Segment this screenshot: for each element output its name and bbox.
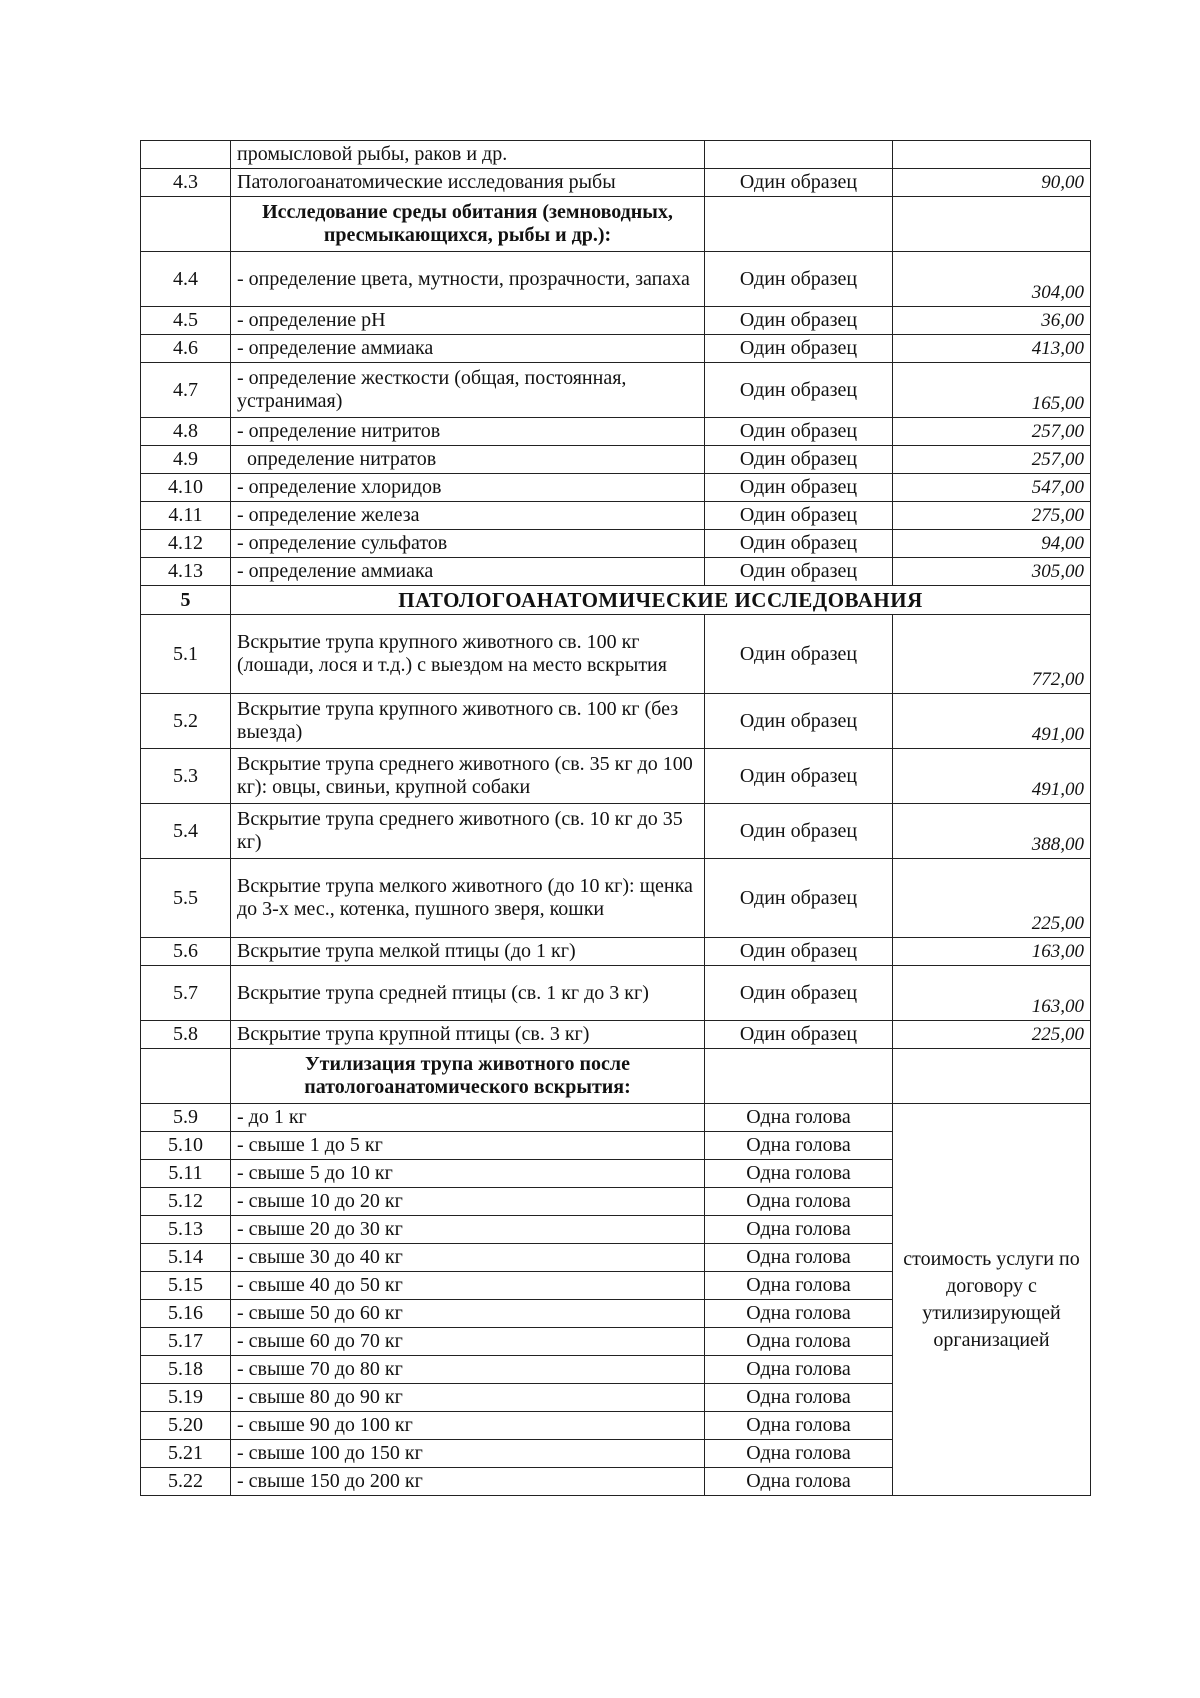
service-name: Вскрытие трупа средней птицы (св. 1 кг до 3 кг): [231, 966, 705, 1021]
table-row: [141, 418, 1091, 446]
service-name: - определение аммиака: [231, 335, 705, 363]
row-number: 5.14: [141, 1244, 231, 1272]
service-name: - свыше 30 до 40 кг: [231, 1244, 705, 1272]
service-name: - определение сульфатов: [231, 530, 705, 558]
price: 413,00: [893, 335, 1091, 363]
empty-cell: [141, 197, 231, 252]
unit: Один образец: [705, 615, 893, 694]
price: 304,00: [893, 252, 1091, 307]
service-name: Вскрытие трупа среднего животного (св. 10 кг до 35 кг): [231, 804, 705, 859]
unit: Один образец: [705, 966, 893, 1021]
row-number: 5.17: [141, 1328, 231, 1356]
table-row: [141, 694, 1091, 749]
table-row: [141, 141, 1091, 169]
service-name: Вскрытие трупа крупного животного св. 100 кг (лошади, лося и т.д.) с выездом на место вскрытия: [231, 615, 705, 694]
unit: Один образец: [705, 1021, 893, 1049]
table-row: [141, 502, 1091, 530]
service-name: Патологоанатомические исследования рыбы: [231, 169, 705, 197]
unit: Один образец: [705, 446, 893, 474]
unit: [705, 141, 893, 169]
table-row: [141, 804, 1091, 859]
unit: Один образец: [705, 694, 893, 749]
price: 547,00: [893, 474, 1091, 502]
utilization-price-note: стоимость услуги по договору с утилизирующей организацией: [893, 1104, 1091, 1496]
unit: Одна голова: [705, 1132, 893, 1160]
unit: Один образец: [705, 252, 893, 307]
service-name: - свыше 1 до 5 кг: [231, 1132, 705, 1160]
table-row: [141, 938, 1091, 966]
table-row: [141, 307, 1091, 335]
unit: Один образец: [705, 335, 893, 363]
row-number: 5.5: [141, 859, 231, 938]
row-number: 4.8: [141, 418, 231, 446]
row-number: [141, 141, 231, 169]
row-number: 5.8: [141, 1021, 231, 1049]
row-number: 5.20: [141, 1412, 231, 1440]
table-row: [141, 169, 1091, 197]
empty-cell: [705, 197, 893, 252]
service-name: - свыше 10 до 20 кг: [231, 1188, 705, 1216]
service-name: Вскрытие трупа крупного животного св. 100 кг (без выезда): [231, 694, 705, 749]
service-name: - свыше 5 до 10 кг: [231, 1160, 705, 1188]
table-row: [141, 966, 1091, 1021]
row-number: 5.18: [141, 1356, 231, 1384]
row-number: 5.7: [141, 966, 231, 1021]
row-number: 4.6: [141, 335, 231, 363]
section-heading: ПАТОЛОГОАНАТОМИЧЕСКИЕ ИССЛЕДОВАНИЯ: [231, 586, 1091, 615]
row-number: 5.9: [141, 1104, 231, 1132]
row-number: 4.11: [141, 502, 231, 530]
unit: Один образец: [705, 558, 893, 586]
table-row: [141, 615, 1091, 694]
row-number: 5.13: [141, 1216, 231, 1244]
row-number: 5.10: [141, 1132, 231, 1160]
unit: Один образец: [705, 474, 893, 502]
service-name: - определение хлоридов: [231, 474, 705, 502]
row-number: 4.12: [141, 530, 231, 558]
price: 491,00: [893, 749, 1091, 804]
empty-cell: [893, 1049, 1091, 1104]
unit: Одна голова: [705, 1356, 893, 1384]
row-number: 5.12: [141, 1188, 231, 1216]
row-number: 5.22: [141, 1468, 231, 1496]
empty-cell: [141, 1049, 231, 1104]
table-row: [141, 363, 1091, 418]
price: 257,00: [893, 418, 1091, 446]
service-name: Вскрытие трупа среднего животного (св. 35 кг до 100 кг): овцы, свиньи, крупной собаки: [231, 749, 705, 804]
service-name: Вскрытие трупа мелкого животного (до 10 кг): щенка до 3-х мес., котенка, пушного зверя, кошки: [231, 859, 705, 938]
service-name: - свыше 100 до 150 кг: [231, 1440, 705, 1468]
unit: Один образец: [705, 363, 893, 418]
unit: Одна голова: [705, 1412, 893, 1440]
service-name: Вскрытие трупа мелкой птицы (до 1 кг): [231, 938, 705, 966]
service-name: Вскрытие трупа крупной птицы (св. 3 кг): [231, 1021, 705, 1049]
unit: Один образец: [705, 169, 893, 197]
row-number: 4.13: [141, 558, 231, 586]
table-row: [141, 530, 1091, 558]
unit: Один образец: [705, 859, 893, 938]
service-name: - свыше 90 до 100 кг: [231, 1412, 705, 1440]
price: 491,00: [893, 694, 1091, 749]
subsection-heading: Утилизация трупа животного после патологоанатомического вскрытия:: [231, 1049, 705, 1104]
unit: Одна голова: [705, 1300, 893, 1328]
service-name: промысловой рыбы, раков и др.: [231, 141, 705, 169]
price: 90,00: [893, 169, 1091, 197]
price: 305,00: [893, 558, 1091, 586]
table-row: [141, 1021, 1091, 1049]
service-name: - определение железа: [231, 502, 705, 530]
unit: Одна голова: [705, 1384, 893, 1412]
row-number: 4.5: [141, 307, 231, 335]
service-name: - определение аммиака: [231, 558, 705, 586]
service-name: - свыше 20 до 30 кг: [231, 1216, 705, 1244]
price: 165,00: [893, 363, 1091, 418]
service-name: - определение нитритов: [231, 418, 705, 446]
row-number: 5.19: [141, 1384, 231, 1412]
price: 772,00: [893, 615, 1091, 694]
unit: Одна голова: [705, 1188, 893, 1216]
row-number: 5.4: [141, 804, 231, 859]
service-name: - определение цвета, мутности, прозрачности, запаха: [231, 252, 705, 307]
table-row: [141, 446, 1091, 474]
table-row: [141, 474, 1091, 502]
empty-cell: [705, 1049, 893, 1104]
service-name: - определение pH: [231, 307, 705, 335]
row-number: 4.3: [141, 169, 231, 197]
price-list-table: [140, 140, 1091, 1496]
unit: Одна голова: [705, 1440, 893, 1468]
unit: Одна голова: [705, 1160, 893, 1188]
row-number: 5.21: [141, 1440, 231, 1468]
price: 94,00: [893, 530, 1091, 558]
subsection-heading-row: [141, 1049, 1091, 1104]
unit: Одна голова: [705, 1244, 893, 1272]
service-name: - свыше 80 до 90 кг: [231, 1384, 705, 1412]
price: [893, 141, 1091, 169]
service-name: - определение жесткости (общая, постоянная, устранимая): [231, 363, 705, 418]
unit: Одна голова: [705, 1216, 893, 1244]
unit: Одна голова: [705, 1468, 893, 1496]
price: 225,00: [893, 859, 1091, 938]
section-number: 5: [141, 586, 231, 615]
unit: Один образец: [705, 804, 893, 859]
price: 36,00: [893, 307, 1091, 335]
row-number: 5.11: [141, 1160, 231, 1188]
table-row: [141, 252, 1091, 307]
price: 257,00: [893, 446, 1091, 474]
service-name: определение нитратов: [231, 446, 705, 474]
row-number: 4.9: [141, 446, 231, 474]
row-number: 5.16: [141, 1300, 231, 1328]
price: 163,00: [893, 966, 1091, 1021]
price: 225,00: [893, 1021, 1091, 1049]
table-row: [141, 335, 1091, 363]
subsection-heading-row: [141, 197, 1091, 252]
subsection-heading: Исследование среды обитания (земноводных, пресмыкающихся, рыбы и др.):: [231, 197, 705, 252]
row-number: 5.3: [141, 749, 231, 804]
unit: Одна голова: [705, 1328, 893, 1356]
price: 163,00: [893, 938, 1091, 966]
service-name: - свыше 50 до 60 кг: [231, 1300, 705, 1328]
row-number: 4.7: [141, 363, 231, 418]
price: 275,00: [893, 502, 1091, 530]
row-number: 4.10: [141, 474, 231, 502]
unit: Один образец: [705, 502, 893, 530]
unit: Один образец: [705, 307, 893, 335]
row-number: 5.15: [141, 1272, 231, 1300]
service-name: - свыше 40 до 50 кг: [231, 1272, 705, 1300]
table-row: [141, 1104, 1091, 1132]
service-name: - свыше 70 до 80 кг: [231, 1356, 705, 1384]
table-row: [141, 749, 1091, 804]
service-name: - до 1 кг: [231, 1104, 705, 1132]
unit: Один образец: [705, 530, 893, 558]
service-name: - свыше 60 до 70 кг: [231, 1328, 705, 1356]
unit: Одна голова: [705, 1272, 893, 1300]
table-row: [141, 558, 1091, 586]
unit: Один образец: [705, 938, 893, 966]
row-number: 4.4: [141, 252, 231, 307]
section-heading-row: [141, 586, 1091, 615]
empty-cell: [893, 197, 1091, 252]
unit: Одна голова: [705, 1104, 893, 1132]
unit: Один образец: [705, 418, 893, 446]
row-number: 5.6: [141, 938, 231, 966]
unit: Один образец: [705, 749, 893, 804]
row-number: 5.1: [141, 615, 231, 694]
service-name: - свыше 150 до 200 кг: [231, 1468, 705, 1496]
price: 388,00: [893, 804, 1091, 859]
row-number: 5.2: [141, 694, 231, 749]
table-row: [141, 859, 1091, 938]
